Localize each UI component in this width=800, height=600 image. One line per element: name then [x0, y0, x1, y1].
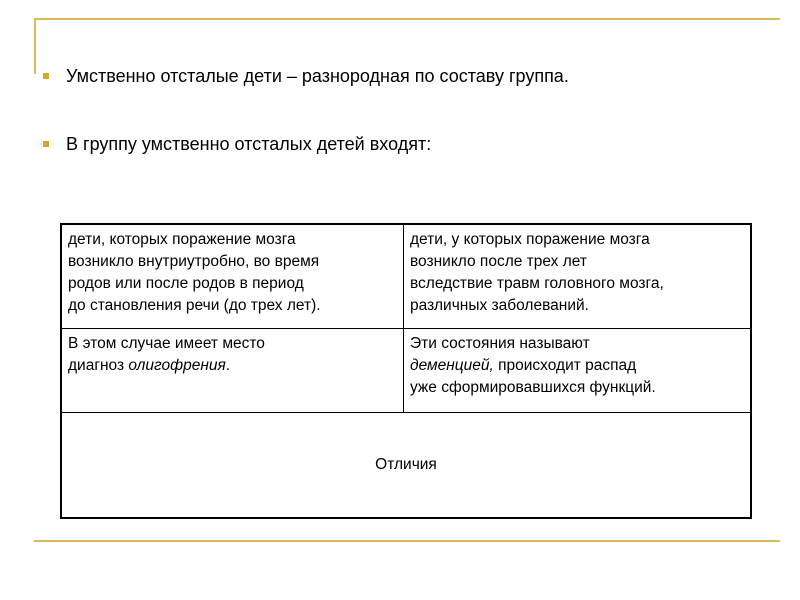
bullet-square-icon — [43, 73, 49, 79]
bullet-text-1: Умственно отсталые дети – разнородная по составу группа. — [66, 66, 569, 86]
cell-line: вследствие травм головного мозга, — [410, 275, 664, 292]
table-cell-before-three-years — [62, 225, 404, 328]
cell-line: до становления речи (до трех лет). — [68, 297, 321, 314]
cell-line — [410, 355, 744, 377]
term-oligophrenia: олигофрения — [128, 357, 226, 374]
bullet-text-2: В группу умственно отсталых детей входят: — [66, 134, 432, 154]
frame-top-line — [34, 18, 780, 20]
cell-line: возникло после трех лет — [410, 253, 587, 270]
cell-line: различных заболеваний. — [410, 297, 589, 314]
cell-line: дети, которых поражение мозга — [68, 231, 296, 248]
table-cell-oligophrenia — [62, 329, 404, 412]
cell-line: уже сформировавшихся функций. — [410, 379, 656, 396]
cell-text: . — [225, 357, 231, 374]
table-row — [62, 413, 750, 517]
cell-text: диагноз — [68, 357, 129, 374]
table-cell-after-three-years — [404, 225, 750, 328]
table-row — [62, 329, 750, 413]
comparison-table — [60, 223, 752, 519]
cell-line: родов или после родов в период — [68, 275, 304, 292]
cell-line: В этом случае имеет место — [68, 335, 265, 352]
bullet-item-1 — [43, 65, 569, 87]
table-row — [62, 225, 750, 329]
table-cell-differences: Отличия — [375, 456, 437, 473]
table-cell-dementia — [404, 329, 750, 412]
cell-line: возникло внутриутробно, во время — [68, 253, 320, 270]
frame-left-line — [34, 18, 36, 74]
term-dementia: деменцией, — [410, 357, 494, 374]
cell-line: дети, у которых поражение мозга — [410, 231, 650, 248]
bullet-square-icon — [43, 141, 49, 147]
bullet-item-2 — [43, 133, 431, 155]
frame-bottom-line — [34, 540, 780, 542]
cell-line — [68, 355, 397, 377]
cell-line: Эти состояния называют — [410, 335, 590, 352]
cell-text: происходит распад — [493, 357, 637, 374]
